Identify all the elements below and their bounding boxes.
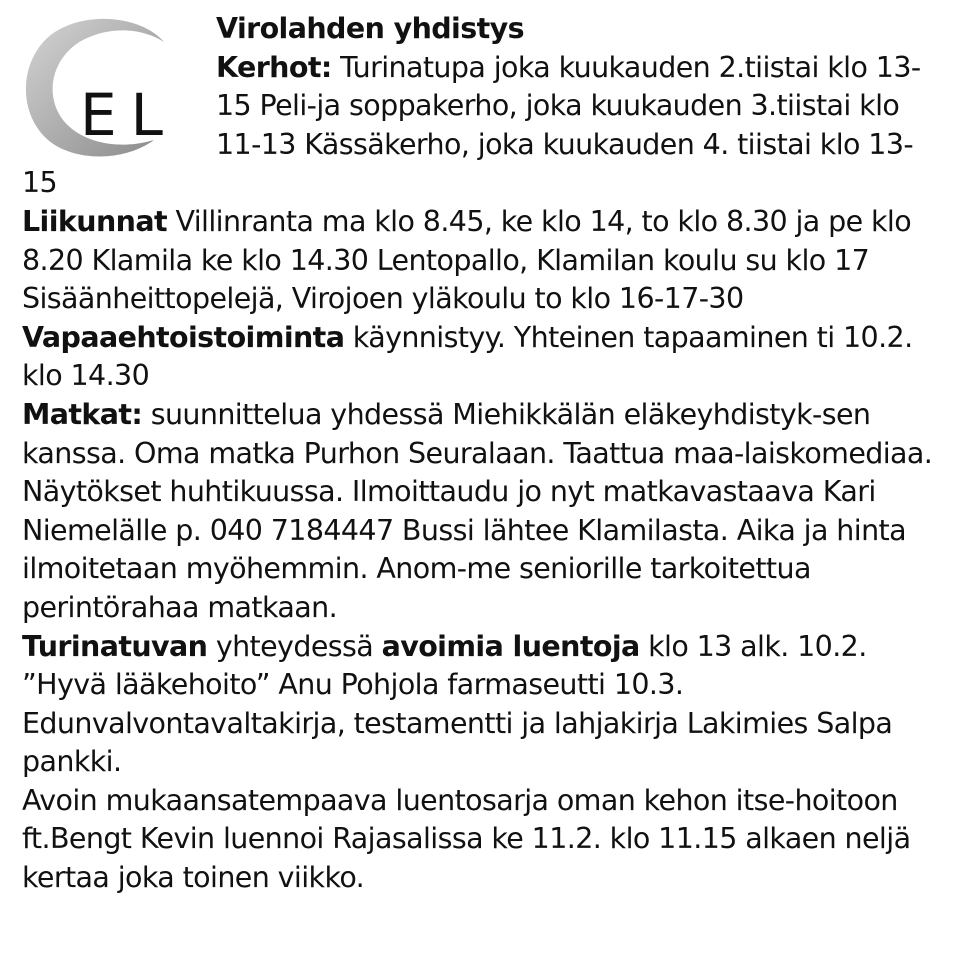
kerhot-label: Kerhot: (216, 50, 332, 84)
section-luennot (22, 628, 942, 782)
avoin-text: Avoin mukaansatempaava luentosarja oman kehon itse-hoitoon ft.Bengt Kevin luennoi Rajasalissa ke 11.2. klo 11.15 alkaen neljä kertaa joka toinen viikko. (22, 783, 911, 895)
section-avoin (22, 782, 942, 898)
kerhot-text: Turinatupa joka kuukauden 2.tiistai klo 13-15 Peli-ja soppakerho, joka kuukauden 3.tiistai klo 11-13 Kässäkerho, joka kuukauden 4. tiistai klo 13-15 (22, 50, 921, 200)
section-matkat (22, 396, 942, 628)
section-vapaaehtoistoiminta (22, 319, 942, 396)
matkat-text: suunnittelua yhdessä Miehikkälän eläkeyhdistyk-sen kanssa. Oma matka Purhon Seuralaan. Taattua maa-laiskomediaa. Näytökset huhtikuussa. Ilmoittaudu jo nyt matkavastaava Kari Niemelälle p. 040 7184447 Bussi lähtee Klamilasta. Aika ja hinta ilmoitetaan myöhemmin. Anom-me seniorille tarkoitettua perintörahaa matkaan. (22, 397, 933, 624)
matkat-label: Matkat: (22, 397, 143, 431)
turina-label: Turinatuvan (22, 629, 208, 663)
luennot-text: klo 13 alk. 10.2. ”Hyvä lääkehoito” Anu Pohjola farmaseutti 10.3. Edunvalvontavaltakirja, testamentti ja lahjakirja Lakimies Salpa pankki. (22, 629, 893, 779)
vapaa-text: käynnistyy. Yhteinen tapaaminen ti 10.2. klo 14.30 (22, 320, 913, 393)
liikunnat-text: Villinranta ma klo 8.45, ke klo 14, to klo 8.30 ja pe klo 8.20 Klamila ke klo 14.30 Lentopallo, Klamilan koulu su klo 17 Sisäänheittopelejä, Virojoen yläkoulu to klo 16-17-30 (22, 204, 912, 316)
logo-letters: EL (80, 81, 177, 149)
logo-spacer (22, 10, 216, 164)
section-liikunnat (22, 203, 942, 319)
article-title: Virolahden yhdistys (216, 12, 524, 45)
vapaa-label: Vapaaehtoistoiminta (22, 320, 345, 354)
liikunnat-label: Liikunnat (22, 204, 167, 238)
turina-mid: yhteydessä (207, 629, 382, 663)
luennot-label: avoimia luentoja (381, 629, 640, 663)
article-body (22, 10, 942, 898)
